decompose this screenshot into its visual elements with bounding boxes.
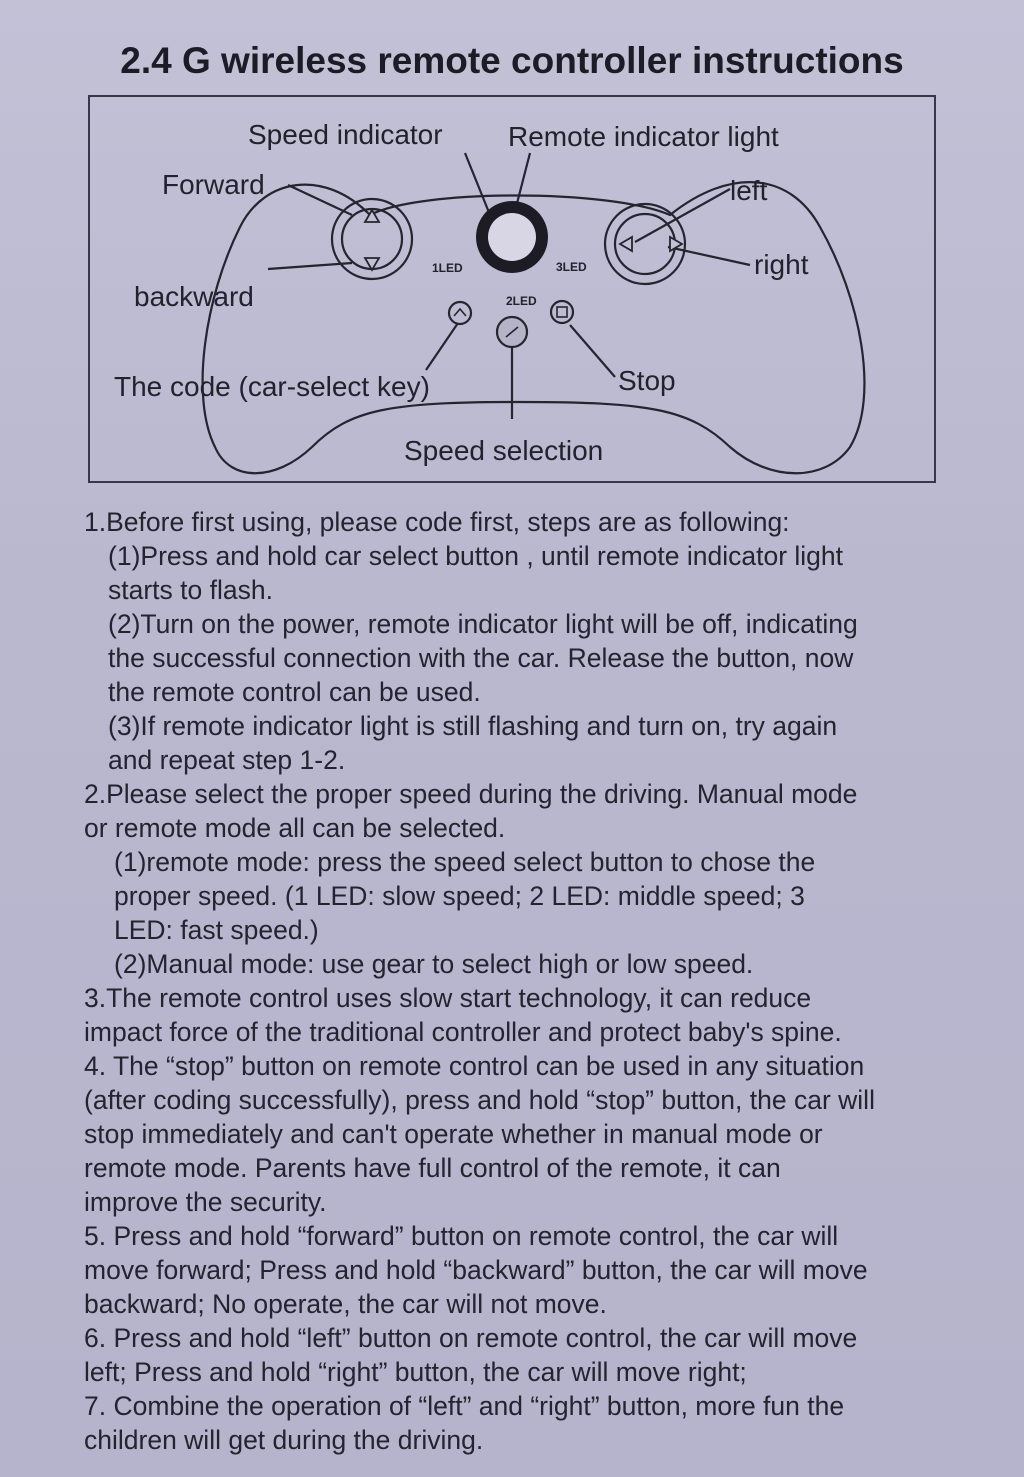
text-line: proper speed. (1 LED: slow speed; 2 LED: middle speed; 3 xyxy=(114,881,805,911)
stop-symbol-icon xyxy=(557,307,567,317)
label-left: left xyxy=(730,175,768,206)
text-line: (1)Press and hold car select button , until remote indicator light xyxy=(108,541,844,571)
text-line: (3)If remote indicator light is still flashing and turn on, try again xyxy=(108,711,838,741)
label-backward: backward xyxy=(134,281,254,312)
text-line: improve the security. xyxy=(84,1187,327,1217)
text-line: (1)remote mode: press the speed select button to chose the xyxy=(114,847,816,877)
left-arrow-icon xyxy=(620,237,632,251)
text-line: impact force of the traditional controller and protect baby's spine. xyxy=(84,1017,842,1047)
label-forward: Forward xyxy=(162,169,265,200)
text-line: (after coding successfully), press and hold “stop” button, the car will xyxy=(84,1085,875,1115)
text-line: remote mode. Parents have full control of the remote, it can xyxy=(84,1153,781,1183)
label-3led: 3LED xyxy=(556,260,587,274)
text-line: children will get during the driving. xyxy=(84,1425,484,1455)
text-line: 6. Press and hold “left” button on remote control, the car will move xyxy=(84,1323,858,1353)
text-line: LED: fast speed.) xyxy=(114,915,319,945)
label-remote-indicator-light: Remote indicator light xyxy=(508,121,779,152)
page-title: 2.4 G wireless remote controller instructions xyxy=(120,40,904,81)
text-line: the successful connection with the car. Release the button, now xyxy=(108,643,854,673)
text-line: left; Press and hold “right” button, the car will move right; xyxy=(84,1357,747,1387)
text-line: stop immediately and can't operate whether in manual mode or xyxy=(84,1119,823,1149)
label-speed-selection: Speed selection xyxy=(404,435,604,466)
controller-diagram xyxy=(88,95,936,483)
label-the-code: The code (car-select key) xyxy=(114,371,430,402)
label-1led: 1LED xyxy=(432,261,463,275)
remote-indicator-light-icon xyxy=(488,213,536,261)
text-line: the remote control can be used. xyxy=(108,677,481,707)
text-line: 5. Press and hold “forward” button on remote control, the car will xyxy=(84,1221,839,1251)
stop-button-icon xyxy=(551,301,573,323)
text-line: 1.Before first using, please code first, steps are as following: xyxy=(84,507,790,537)
text-line: (2)Turn on the power, remote indicator light will be off, indicating xyxy=(108,609,858,639)
text-line: 3.The remote control uses slow start technology, it can reduce xyxy=(84,983,812,1013)
code-button-icon xyxy=(449,302,471,324)
instructions-text xyxy=(84,505,954,1457)
text-line: starts to flash. xyxy=(108,575,273,605)
text-line: and repeat step 1-2. xyxy=(108,745,346,775)
text-line: or remote mode all can be selected. xyxy=(84,813,506,843)
text-line: 4. The “stop” button on remote control can be used in any situation xyxy=(84,1051,865,1081)
text-line: 7. Combine the operation of “left” and “right” button, more fun the xyxy=(84,1391,845,1421)
text-line: move forward; Press and hold “backward” button, the car will move xyxy=(84,1255,868,1285)
text-line: (2)Manual mode: use gear to select high or low speed. xyxy=(114,949,754,979)
label-2led: 2LED xyxy=(506,294,537,308)
label-stop: Stop xyxy=(618,365,676,396)
text-line: backward; No operate, the car will not move. xyxy=(84,1289,607,1319)
label-right: right xyxy=(754,249,809,280)
code-key-symbol-icon xyxy=(454,309,466,316)
label-speed-indicator: Speed indicator xyxy=(248,119,443,150)
text-line: 2.Please select the proper speed during the driving. Manual mode xyxy=(84,779,858,809)
